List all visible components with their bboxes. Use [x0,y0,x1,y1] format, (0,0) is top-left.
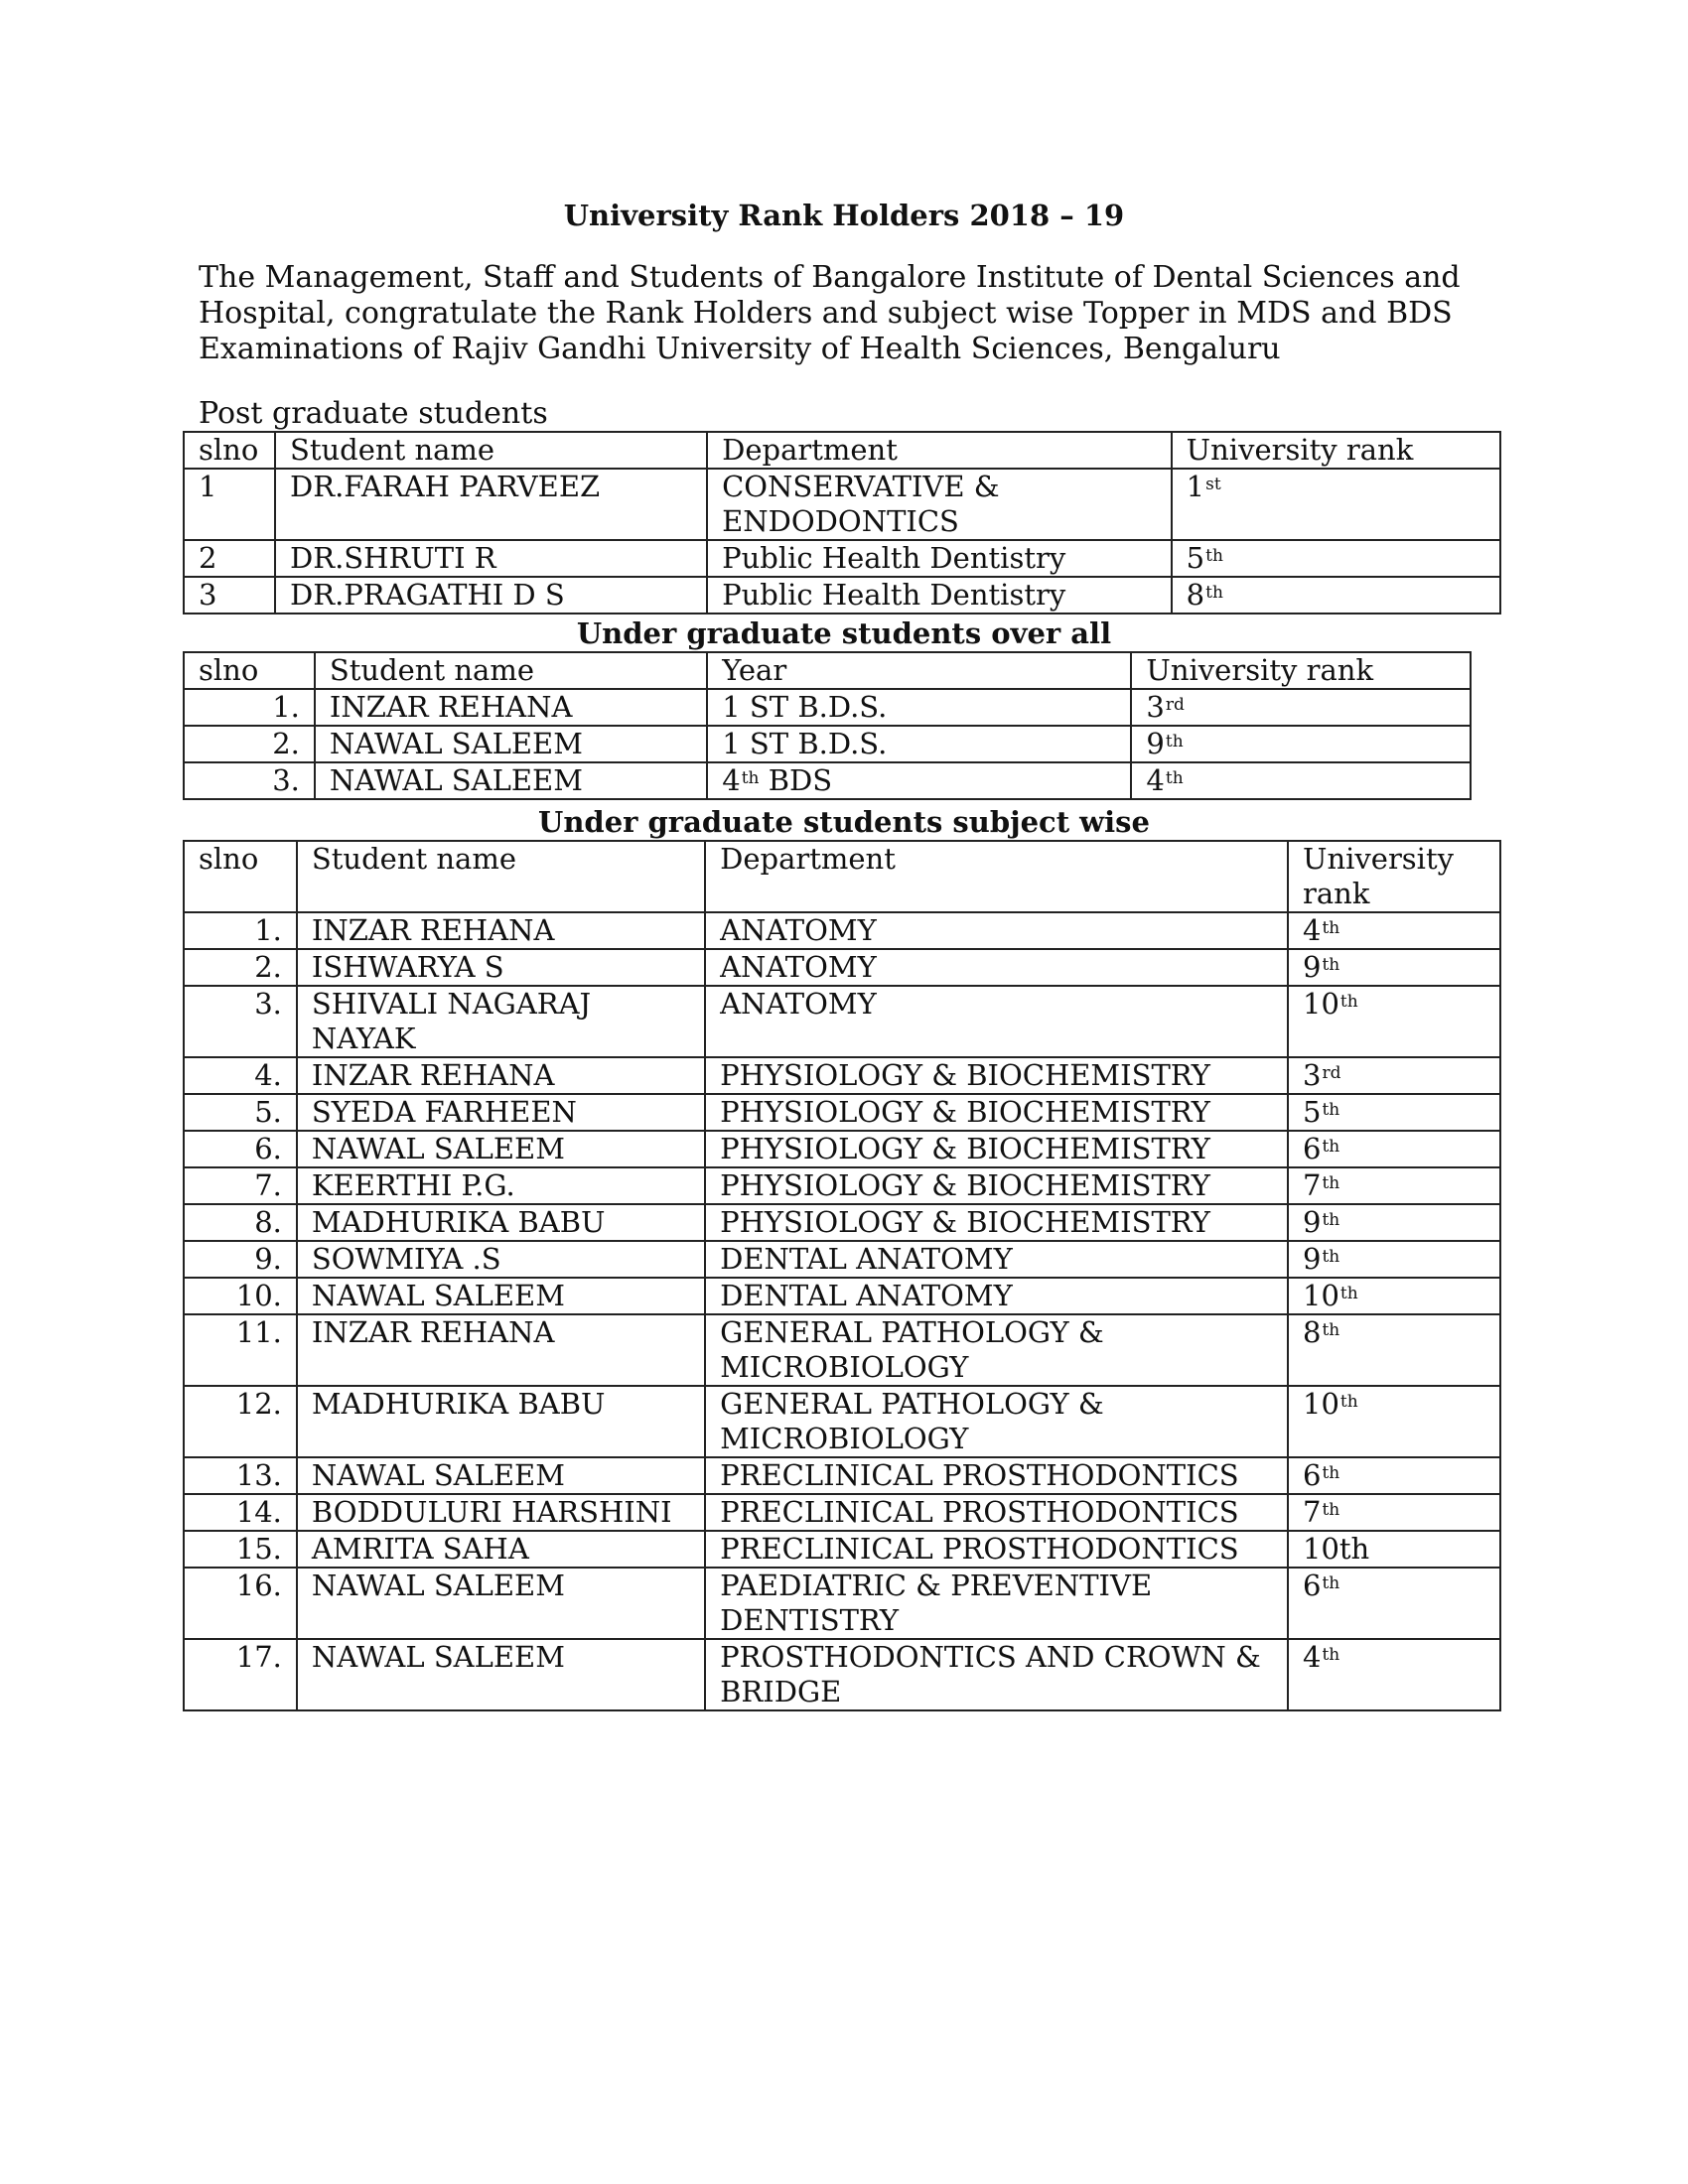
table-row [184,1278,1500,1314]
rank-cell [1288,1314,1500,1386]
slno-cell: 2. [184,949,297,986]
rank-suffix: th [1322,918,1340,938]
rank-suffix: rd [1322,1063,1341,1083]
intro-paragraph: The Management, Staff and Students of Bangalore Institute of Dental Sciences and Hospital, congratulate the Rank Holders and subject wise Topper in MDS and BDS Examinations of Rajiv Gandhi University of Health Sciences, Bengaluru [199,260,1461,366]
slno-cell: 17. [184,1639,297,1710]
page-title: University Rank Holders 2018 – 19 [563,199,1125,232]
table-header-row [184,432,1500,469]
header-cell: University rank [1172,432,1500,469]
rank-cell [1288,1531,1500,1568]
table-row [184,1457,1500,1494]
header-cell: University rank [1131,652,1471,689]
header-cell: slno [184,652,315,689]
rank-value: 10 [1303,1387,1339,1421]
year-cell [707,726,1131,762]
rank-value: 3 [1146,690,1165,724]
rank-cell [1288,1639,1500,1710]
table-row [184,949,1500,986]
slno-cell: 15. [184,1531,297,1568]
table-row [184,540,1500,577]
rank-cell [1288,1494,1500,1531]
ug-overall-table [183,651,1472,800]
table-row [184,1314,1500,1386]
rank-suffix: th [1165,768,1184,788]
dept-cell: PRECLINICAL PROSTHODONTICS [705,1531,1288,1568]
year-suffix: th [741,768,760,788]
rank-value: 4 [1303,913,1322,947]
rank-cell [1288,912,1500,949]
name-cell: NAWAL SALEEM [297,1639,705,1710]
name-cell: INZAR REHANA [297,1314,705,1386]
dept-cell: PROSTHODONTICS AND CROWN & BRIDGE [705,1639,1288,1710]
table-row [184,1531,1500,1568]
rank-cell [1288,1131,1500,1167]
table-row [184,1204,1500,1241]
rank-value: 10 [1303,987,1339,1021]
table-row [184,726,1471,762]
ug-subject-heading: Under graduate students subject wise [538,805,1150,839]
slno-cell: 7. [184,1167,297,1204]
name-cell: NAWAL SALEEM [297,1131,705,1167]
slno-cell: 14. [184,1494,297,1531]
slno-cell: 2. [184,726,315,762]
dept-cell [707,469,1172,540]
table-row [184,1241,1500,1278]
rank-cell [1288,1167,1500,1204]
dept-cell: DENTAL ANATOMY [705,1278,1288,1314]
table-row [184,1639,1500,1710]
slno-cell: 3. [184,762,315,799]
rank-value: 10 [1303,1279,1339,1312]
rank-suffix: th [1339,1284,1358,1303]
rank-value: 9 [1146,727,1165,760]
rank-suffix: rd [1165,695,1185,715]
rank-cell [1288,1278,1500,1314]
rank-value: 7 [1303,1168,1322,1202]
ug-overall-heading: Under graduate students over all [576,616,1112,650]
table-row [184,469,1500,540]
slno-cell: 16. [184,1568,297,1639]
rank-value: 8 [1186,578,1205,612]
rank-value: 9 [1303,1205,1322,1239]
rank-value: 4 [1303,1640,1322,1674]
header-cell: University rank [1288,841,1500,912]
rank-cell [1288,949,1500,986]
slno-cell: 3 [184,577,275,614]
rank-cell [1288,1204,1500,1241]
slno-cell: 11. [184,1314,297,1386]
rank-cell [1288,1241,1500,1278]
slno-cell: 8. [184,1204,297,1241]
name-cell: MADHURIKA BABU [297,1386,705,1457]
rank-suffix: th [1322,1463,1340,1483]
table-row [184,1094,1500,1131]
table-row [184,986,1500,1057]
ug-subject-body [184,841,1500,1710]
slno-cell: 1. [184,912,297,949]
slno-cell: 10. [184,1278,297,1314]
name-cell: SYEDA FARHEEN [297,1094,705,1131]
rank-cell [1131,726,1471,762]
year-cell [707,762,1131,799]
name-cell: INZAR REHANA [315,689,707,726]
table-row [184,1131,1500,1167]
rank-value: 6 [1303,1132,1322,1165]
rank-suffix: th [1322,1500,1340,1520]
slno-cell: 1 [184,469,275,540]
rank-suffix: th [1322,1247,1340,1267]
name-cell: NAWAL SALEEM [297,1457,705,1494]
rank-value: 6 [1303,1569,1322,1602]
rank-value: 1 [1186,470,1205,503]
rank-suffix: th [1322,1645,1340,1665]
rank-cell [1288,1386,1500,1457]
table-header-row [184,652,1471,689]
table-row [184,762,1471,799]
header-cell: Year [707,652,1131,689]
rank-value: 5 [1303,1095,1322,1129]
header-cell: slno [184,841,297,912]
dept-cell: PHYSIOLOGY & BIOCHEMISTRY [705,1094,1288,1131]
dept-cell: PAEDIATRIC & PREVENTIVE DENTISTRY [705,1568,1288,1639]
ug-subject-table [183,840,1501,1711]
rank-cell [1131,689,1471,726]
rank-cell [1288,1568,1500,1639]
rank-value: 9 [1303,950,1322,984]
slno-cell: 9. [184,1241,297,1278]
table-row [184,1494,1500,1531]
rank-value: 4 [1146,763,1165,797]
rank-cell [1172,577,1500,614]
table-row [184,1386,1500,1457]
slno-cell: 13. [184,1457,297,1494]
rank-value: 8 [1303,1315,1322,1349]
name-cell: NAWAL SALEEM [297,1278,705,1314]
dept-cell: PHYSIOLOGY & BIOCHEMISTRY [705,1167,1288,1204]
header-cell: slno [184,432,275,469]
dept-cell: PHYSIOLOGY & BIOCHEMISTRY [705,1131,1288,1167]
rank-value: 7 [1303,1495,1322,1529]
header-cell: Student name [275,432,707,469]
rank-cell [1288,1057,1500,1094]
name-cell: INZAR REHANA [297,1057,705,1094]
name-cell: SOWMIYA .S [297,1241,705,1278]
rank-cell [1131,762,1471,799]
dept-cell: PRECLINICAL PROSTHODONTICS [705,1494,1288,1531]
dept-cell: ANATOMY [705,912,1288,949]
name-cell: AMRITA SAHA [297,1531,705,1568]
table-row [184,1167,1500,1204]
rank-value: 3 [1303,1058,1322,1092]
dept-cell: DENTAL ANATOMY [705,1241,1288,1278]
dept-text: CONSERVATIVE & ENDODONTICS [722,470,1000,538]
table-row [184,689,1471,726]
dept-cell: GENERAL PATHOLOGY & MICROBIOLOGY [705,1386,1288,1457]
rank-suffix: th [1339,1392,1358,1412]
dept-cell: PRECLINICAL PROSTHODONTICS [705,1457,1288,1494]
rank-suffix: th [1205,583,1223,603]
year-text: 4 [722,763,741,797]
rank-cell [1288,986,1500,1057]
dept-cell: ANATOMY [705,949,1288,986]
slno-cell: 4. [184,1057,297,1094]
rank-value: 5 [1186,541,1205,575]
name-cell: KEERTHI P.G. [297,1167,705,1204]
table-row [184,912,1500,949]
rank-suffix: th [1322,1173,1340,1193]
slno-cell: 1. [184,689,315,726]
slno-cell: 2 [184,540,275,577]
rank-value: 9 [1303,1242,1322,1276]
table-row [184,577,1500,614]
rank-suffix: th [1165,732,1184,751]
header-cell: Department [705,841,1288,912]
rank-cell [1172,540,1500,577]
name-cell: BODDULURI HARSHINI [297,1494,705,1531]
name-cell: NAWAL SALEEM [315,726,707,762]
rank-suffix: st [1205,475,1221,494]
pg-table [183,431,1501,614]
name-cell: SHIVALI NAGARAJ NAYAK [297,986,705,1057]
slno-cell: 3. [184,986,297,1057]
name-cell: DR.SHRUTI R [275,540,707,577]
rank-suffix: th [1322,1320,1340,1340]
dept-cell: Public Health Dentistry [707,540,1172,577]
rank-value: 10th [1303,1532,1370,1566]
header-cell: Department [707,432,1172,469]
year-rest: BDS [759,763,833,797]
name-cell: DR.FARAH PARVEEZ [275,469,707,540]
name-cell: MADHURIKA BABU [297,1204,705,1241]
rank-suffix: th [1322,1137,1340,1157]
rank-suffix: th [1322,1100,1340,1120]
slno-cell: 5. [184,1094,297,1131]
name-cell: INZAR REHANA [297,912,705,949]
dept-cell: Public Health Dentistry [707,577,1172,614]
pg-caption: Post graduate students [199,396,548,431]
rank-suffix: th [1322,1210,1340,1230]
dept-cell: PHYSIOLOGY & BIOCHEMISTRY [705,1057,1288,1094]
table-row [184,1568,1500,1639]
slno-cell: 12. [184,1386,297,1457]
header-cell: Student name [315,652,707,689]
header-cell: Student name [297,841,705,912]
year-text: 1 ST B.D.S. [722,690,888,724]
dept-cell: ANATOMY [705,986,1288,1057]
table-header-row [184,841,1500,912]
rank-cell [1172,469,1500,540]
rank-suffix: th [1322,1573,1340,1593]
year-text: 1 ST B.D.S. [722,727,888,760]
rank-cell [1288,1457,1500,1494]
dept-cell: GENERAL PATHOLOGY & MICROBIOLOGY [705,1314,1288,1386]
dept-cell: PHYSIOLOGY & BIOCHEMISTRY [705,1204,1288,1241]
slno-cell: 6. [184,1131,297,1167]
rank-suffix: th [1322,955,1340,975]
rank-suffix: th [1339,992,1358,1012]
year-cell [707,689,1131,726]
name-cell: NAWAL SALEEM [297,1568,705,1639]
rank-value: 6 [1303,1458,1322,1492]
name-cell: NAWAL SALEEM [315,762,707,799]
rank-cell [1288,1094,1500,1131]
rank-suffix: th [1205,546,1223,566]
table-row [184,1057,1500,1094]
name-cell: ISHWARYA S [297,949,705,986]
name-cell: DR.PRAGATHI D S [275,577,707,614]
